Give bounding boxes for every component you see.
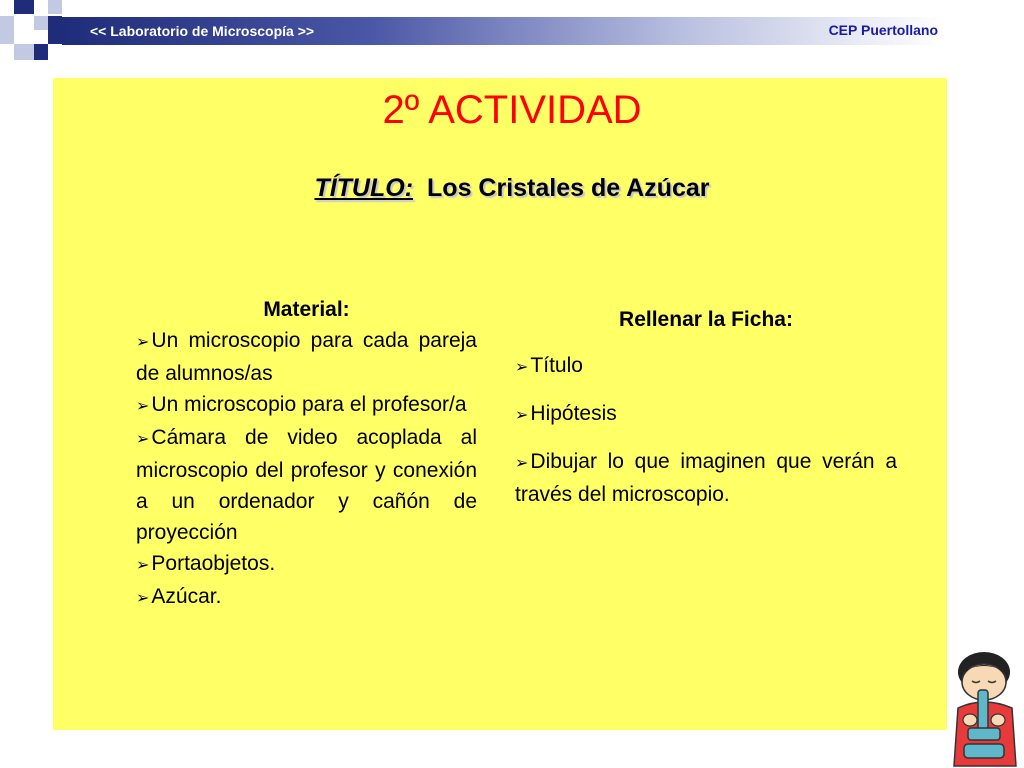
worksheet-column — [515, 304, 897, 510]
list-item: ➢Cámara de video acoplada al microscopio del profesor y conexión a un ordenador y cañón de proyección — [136, 426, 477, 544]
arrow-bullet-icon: ➢ — [136, 590, 150, 607]
subtitle-text: Los Cristales de Azúcar — [427, 174, 710, 202]
activity-title: 2º ACTIVIDAD — [382, 88, 642, 132]
decor-square — [14, 44, 34, 60]
arrow-bullet-icon: ➢ — [136, 431, 150, 448]
decor-square — [48, 0, 62, 14]
child-microscope-illustration — [950, 648, 1024, 768]
subtitle-label: TÍTULO: — [314, 174, 414, 202]
microscope-base — [964, 744, 1004, 758]
list-item: ➢Azúcar. — [136, 585, 222, 608]
decor-square — [48, 16, 62, 44]
arrow-bullet-icon: ➢ — [515, 407, 529, 424]
list-item: ➢Un microscopio para el profesor/a — [136, 393, 467, 416]
arrow-bullet-icon: ➢ — [136, 398, 150, 415]
list-item: ➢Título — [515, 354, 583, 377]
microscope-stage — [968, 728, 1000, 740]
hand-shape — [991, 714, 1005, 726]
hand-shape — [963, 714, 977, 726]
arrow-bullet-icon: ➢ — [136, 557, 150, 574]
list-item: ➢Dibujar lo que imaginen que verán a través del microscopio. — [515, 450, 897, 506]
decor-square — [34, 16, 48, 30]
arrow-bullet-icon: ➢ — [515, 455, 529, 472]
materials-column — [136, 294, 477, 614]
arrow-bullet-icon: ➢ — [136, 334, 150, 351]
arrow-bullet-icon: ➢ — [515, 359, 529, 376]
worksheet-heading: Rellenar la Ficha: — [619, 308, 793, 331]
slide-subtitle — [0, 174, 1024, 203]
header-title: << Laboratorio de Microscopía >> — [90, 23, 315, 39]
decor-square — [14, 0, 34, 14]
decor-square — [34, 44, 48, 60]
list-item: ➢Hipótesis — [515, 402, 617, 425]
list-item: ➢Portaobjetos. — [136, 552, 276, 575]
materials-heading: Material: — [263, 298, 350, 321]
list-item: ➢Un microscopio para cada pareja de alumnos/as — [136, 329, 477, 385]
header-organization: CEP Puertollano — [828, 22, 938, 38]
decor-square — [0, 16, 14, 44]
microscope-tube — [978, 690, 988, 730]
